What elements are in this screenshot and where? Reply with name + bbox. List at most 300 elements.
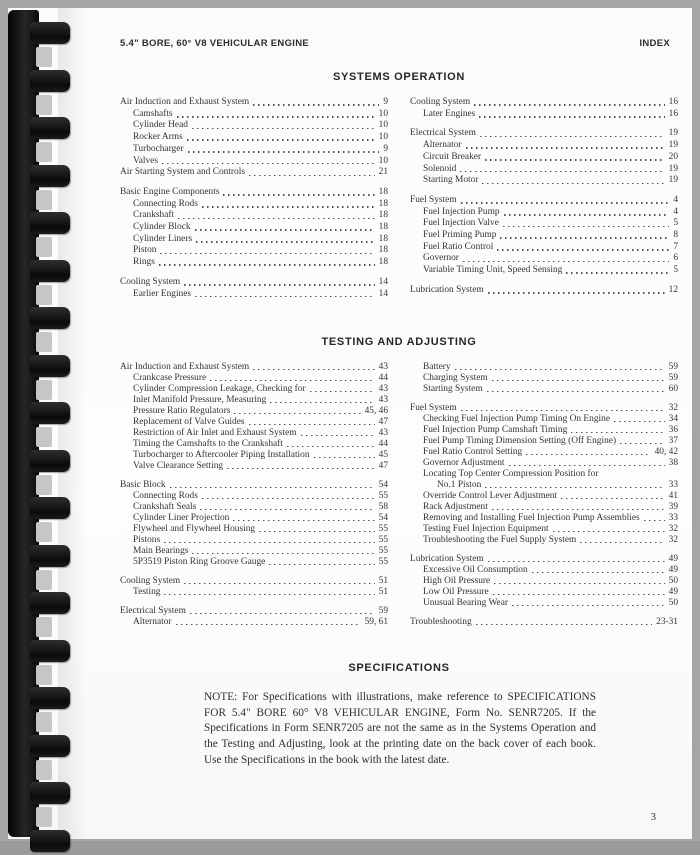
dot-leader <box>614 421 665 423</box>
toc-entry-label: Checking Fuel Injection Pump Timing On Engine <box>423 414 610 425</box>
dot-leader <box>310 391 375 393</box>
toc-entry <box>410 576 678 587</box>
toc-entry-page: 19 <box>668 175 678 186</box>
toc-entry <box>120 461 388 472</box>
toc-entry <box>120 546 388 557</box>
dot-leader <box>461 410 665 412</box>
toc-entry-label: Earlier Engines <box>133 288 192 299</box>
toc-entry <box>120 167 388 179</box>
toc-column-right <box>410 97 678 308</box>
dot-leader <box>190 613 375 615</box>
toc-block <box>410 617 678 628</box>
toc-block <box>120 606 388 628</box>
toc-entry <box>120 97 388 109</box>
toc-block <box>410 403 678 546</box>
toc-entry-label: Valve Clearance Setting <box>133 461 224 472</box>
document-page <box>8 8 692 839</box>
binding-tooth <box>30 260 70 282</box>
toc-entry-page: 10 <box>378 108 388 119</box>
toc-entry-page: 9 <box>383 143 388 154</box>
toc-entry <box>410 164 678 176</box>
toc-entry <box>410 373 678 384</box>
toc-entry-page: 44 <box>378 373 388 384</box>
toc-entry <box>120 491 388 502</box>
dot-leader <box>192 128 375 130</box>
toc-entry-page: 47 <box>378 417 388 428</box>
toc-entry <box>120 132 388 144</box>
toc-entry-page: 54 <box>378 513 388 524</box>
toc-entry-page: 19 <box>668 140 678 151</box>
dot-leader <box>200 509 374 511</box>
toc-entry <box>410 513 678 524</box>
toc-entry-label: Restriction of Air Inlet and Exhaust System <box>133 428 297 439</box>
document-title: 5.4" BORE, 60° V8 VEHICULAR ENGINE <box>120 38 310 49</box>
toc-entry-label: Cylinder Liners <box>133 233 193 244</box>
toc-entry <box>120 524 388 535</box>
toc-entry <box>410 128 678 140</box>
toc-entry-page: 55 <box>378 524 388 535</box>
dot-leader <box>479 116 664 118</box>
binding-hole <box>36 237 52 257</box>
toc-entry-page: 4 <box>673 194 678 205</box>
dot-leader <box>162 163 375 165</box>
toc-entry-label: Fuel Ratio Control Setting <box>423 447 523 458</box>
toc-entry-page: 39 <box>668 502 678 513</box>
toc-entry-page: 8 <box>673 230 678 241</box>
specifications-note: NOTE: For Specifications with illustrations, make reference to SPECIFICATIONS FOR 5.4" BORE 60° V8 VEHICULAR ENGINE, Form No. SENR7205. If the Specifications in Form SENR7205 are not the same as in the Systems Operation and the Testing and Adjusting, look at the printing date on the back cover of each book. Use the Specifications in the book with the latest date. <box>204 691 596 766</box>
binding-tooth <box>30 307 70 329</box>
toc-entry-label: Cylinder Block <box>133 222 191 233</box>
binding-tooth <box>30 545 70 567</box>
dot-leader <box>503 226 669 228</box>
dot-leader <box>571 432 664 434</box>
toc-entry-label: Charging System <box>423 373 488 384</box>
toc-entry <box>410 218 678 230</box>
dot-leader <box>455 369 665 371</box>
toc-entry <box>410 414 678 425</box>
toc-entry-page: 38 <box>668 458 678 469</box>
toc-entry-label: Pistons <box>133 535 161 546</box>
dot-leader <box>620 443 665 445</box>
binding-hole <box>36 285 52 305</box>
toc-entry <box>120 406 388 417</box>
toc-entry <box>120 187 388 199</box>
dot-leader <box>301 435 375 437</box>
toc-entry-page: 43 <box>378 428 388 439</box>
toc-entry-page: 16 <box>668 97 678 107</box>
dot-leader <box>485 159 665 161</box>
toc-entry-label: Replacement of Valve Guides <box>133 417 245 428</box>
toc-entry-label: Fuel Injection Valve <box>423 218 499 229</box>
toc-entry <box>120 502 388 513</box>
toc-entry <box>120 480 388 491</box>
dot-leader <box>234 413 360 415</box>
dot-leader <box>476 624 652 626</box>
toc-entry-page: 4 <box>673 206 678 217</box>
dot-leader <box>269 564 374 566</box>
toc-entry <box>120 557 388 568</box>
dot-leader <box>482 183 664 185</box>
dot-leader <box>233 520 374 522</box>
dot-leader <box>480 136 665 138</box>
toc-entry-page: 7 <box>673 241 678 252</box>
toc-entry-label: Fuel Ratio Control <box>423 241 494 252</box>
binding-hole <box>36 522 52 542</box>
toc-entry-label: 5P3519 Piston Ring Groove Gauge <box>133 557 266 568</box>
binding-tooth <box>30 355 70 377</box>
dot-leader <box>485 487 664 489</box>
toc-entry <box>120 144 388 156</box>
dot-leader <box>474 104 664 106</box>
dot-leader <box>210 380 374 382</box>
toc-entry-page: 47 <box>378 461 388 472</box>
toc-entry-page: 16 <box>668 108 678 119</box>
toc-entry-label: Rings <box>133 257 155 268</box>
binding-hole <box>36 332 52 352</box>
toc-entry-label: Pressure Ratio Regulators <box>133 406 231 417</box>
dot-leader <box>176 624 361 626</box>
toc-entry <box>410 140 678 152</box>
toc-entry-label: Low Oil Pressure <box>423 587 489 598</box>
toc-entry <box>410 230 678 242</box>
toc-entry-page: 5 <box>673 265 678 276</box>
toc-entry <box>120 362 388 373</box>
dot-leader <box>170 487 375 489</box>
dot-leader <box>178 218 374 220</box>
toc-block <box>120 362 388 472</box>
toc-block <box>410 285 678 297</box>
dot-leader <box>488 561 665 563</box>
toc-entry <box>410 425 678 436</box>
toc-entry-page: 18 <box>378 233 388 244</box>
toc-block <box>410 195 678 277</box>
toc-entry <box>410 362 678 373</box>
dot-leader <box>504 214 670 216</box>
toc-entry <box>410 195 678 207</box>
toc-entry-label: Testing <box>133 587 161 598</box>
toc-entry <box>120 109 388 121</box>
toc-entry-page: 44 <box>378 439 388 450</box>
page-number: 3 <box>650 812 656 823</box>
dot-leader <box>497 249 669 251</box>
dot-leader <box>192 553 374 555</box>
toc-entry-label: Turbocharger <box>133 143 184 154</box>
dot-leader <box>249 175 375 177</box>
toc-entry-page: 18 <box>378 222 388 233</box>
toc-entry <box>120 606 388 617</box>
toc-entry-label: Excessive Oil Consumption <box>423 565 528 576</box>
toc-entry <box>410 480 678 491</box>
binding-tooth <box>30 497 70 519</box>
binding-hole <box>36 47 52 67</box>
dot-leader <box>187 139 375 141</box>
toc-entry-label: Troubleshooting the Fuel Supply System <box>423 535 577 546</box>
toc-entry-label: Connecting Rods <box>133 198 198 209</box>
dot-leader <box>492 509 665 511</box>
dot-leader <box>460 171 664 173</box>
toc-entry <box>120 428 388 439</box>
toc-entry-label: Later Engines <box>423 108 476 119</box>
binding-hole <box>36 427 52 447</box>
toc-entry-label: Cooling System <box>120 576 181 587</box>
toc-block <box>410 97 678 120</box>
dot-leader <box>526 454 650 456</box>
toc-entry-page: 6 <box>673 253 678 264</box>
toc-entry-page: 10 <box>378 120 388 131</box>
toc-entry-page: 43 <box>378 395 388 406</box>
toc-entry-page: 50 <box>668 598 678 609</box>
dot-leader <box>500 237 669 239</box>
dot-leader <box>202 206 375 208</box>
toc-entry <box>410 175 678 187</box>
systems-operation-toc <box>120 97 678 308</box>
toc-entry-page: 59 <box>378 606 388 617</box>
binding-tooth <box>30 830 70 852</box>
dot-leader <box>314 457 375 459</box>
toc-entry <box>120 234 388 246</box>
toc-column-left <box>120 97 388 308</box>
toc-entry <box>120 120 388 132</box>
toc-column-right <box>410 362 678 636</box>
dot-leader <box>561 498 665 500</box>
toc-entry-page: 20 <box>668 151 678 162</box>
toc-block <box>120 480 388 568</box>
binding-hole <box>36 665 52 685</box>
toc-entry <box>120 587 388 598</box>
toc-entry-page: 12 <box>668 284 678 295</box>
section-title-systems-operation: SYSTEMS OPERATION <box>332 71 466 83</box>
dot-leader <box>196 241 375 243</box>
testing-and-adjusting-toc <box>120 362 678 636</box>
toc-entry <box>410 97 678 109</box>
toc-entry-page: 14 <box>378 288 388 299</box>
binding-tooth <box>30 640 70 662</box>
toc-entry-page: 51 <box>378 576 388 587</box>
dot-leader <box>195 296 375 298</box>
toc-entry-page: 45, 46 <box>364 406 388 417</box>
binding-tooth <box>30 402 70 424</box>
toc-entry-label: Lubrication System <box>410 284 484 295</box>
toc-entry-label: Governor Adjustment <box>423 458 505 469</box>
binding-tooth <box>30 782 70 804</box>
binding-tooth <box>30 70 70 92</box>
toc-entry-page: 37 <box>668 436 678 447</box>
toc-entry-page: 19 <box>668 163 678 174</box>
toc-entry-page: 55 <box>378 491 388 502</box>
toc-entry-label: Air Induction and Exhaust System <box>120 97 250 107</box>
toc-entry-page: 54 <box>378 480 388 491</box>
binding-tooth <box>30 22 70 44</box>
toc-entry <box>410 598 678 609</box>
toc-entry <box>410 447 678 458</box>
toc-entry-page: 43 <box>378 362 388 373</box>
toc-entry-page: 32 <box>668 403 678 414</box>
toc-entry-page: 59 <box>668 373 678 384</box>
toc-entry-page: 59, 61 <box>364 617 388 628</box>
toc-entry-label: Unusual Bearing Wear <box>423 598 508 609</box>
toc-entry <box>120 417 388 428</box>
toc-entry <box>120 245 388 257</box>
toc-entry-label: Air Starting System and Controls <box>120 167 245 178</box>
binding-hole <box>36 190 52 210</box>
binding-hole <box>36 570 52 590</box>
toc-entry-label: Cylinder Liner Projection <box>133 513 230 524</box>
toc-entry-page: 32 <box>668 524 678 535</box>
toc-entry-label: No.1 Piston <box>437 480 482 491</box>
toc-entry <box>120 450 388 461</box>
dot-leader <box>253 104 379 106</box>
toc-block <box>120 576 388 598</box>
toc-block <box>120 187 388 269</box>
binding-tooth <box>30 735 70 757</box>
toc-entry <box>120 617 388 628</box>
toc-entry <box>120 210 388 222</box>
toc-entry <box>120 395 388 406</box>
toc-entry-label: Alternator <box>423 140 462 151</box>
toc-entry-label: Starting System <box>423 384 483 395</box>
toc-entry-page: 18 <box>378 198 388 209</box>
toc-entry-label: Variable Timing Unit, Speed Sensing <box>423 265 563 276</box>
dot-leader <box>164 542 375 544</box>
toc-entry-label: Fuel Pump Timing Dimension Setting (Off Engine) <box>423 436 617 447</box>
dot-leader <box>177 116 375 118</box>
toc-entry <box>120 384 388 395</box>
dot-leader <box>494 583 664 585</box>
toc-entry <box>120 199 388 211</box>
dot-leader <box>580 542 664 544</box>
toc-entry-page: 41 <box>668 491 678 502</box>
toc-entry-label: Fuel Injection Pump Camshaft Timing <box>423 425 568 436</box>
toc-entry-label: Rack Adjustment <box>423 502 488 513</box>
binding-tooth <box>30 117 70 139</box>
binding-hole <box>36 807 52 827</box>
binding-hole <box>36 380 52 400</box>
dot-leader <box>202 498 375 500</box>
toc-entry <box>120 156 388 168</box>
toc-entry-label: Circuit Breaker <box>423 151 482 162</box>
toc-entry <box>410 491 678 502</box>
toc-entry <box>410 524 678 535</box>
binding-tooth <box>30 592 70 614</box>
dot-leader <box>184 284 374 286</box>
binding-tooth <box>30 687 70 709</box>
toc-entry-page: 14 <box>378 276 388 287</box>
toc-entry-label: High Oil Pressure <box>423 576 491 587</box>
toc-entry <box>410 617 678 628</box>
toc-entry <box>120 277 388 289</box>
toc-block <box>120 277 388 300</box>
dot-leader <box>493 594 665 596</box>
toc-entry-page: 55 <box>378 546 388 557</box>
toc-entry-label: Basic Block <box>120 480 166 491</box>
toc-entry-page: 40, 42 <box>654 447 678 458</box>
toc-entry-label: Testing Fuel Injection Equipment <box>423 524 549 535</box>
toc-entry <box>410 109 678 121</box>
toc-entry-page: 10 <box>378 155 388 166</box>
toc-entry-label: Locating Top Center Compression Position for <box>423 469 599 480</box>
toc-entry <box>410 285 678 297</box>
toc-entry-label: Air Induction and Exhaust System <box>120 362 250 373</box>
toc-entry <box>120 257 388 269</box>
dot-leader <box>461 202 670 204</box>
binding-hole <box>36 712 52 732</box>
dot-leader <box>184 583 374 585</box>
binding-hole <box>36 95 52 115</box>
dot-leader <box>492 380 665 382</box>
toc-entry-page: 18 <box>378 245 388 256</box>
toc-entry <box>410 403 678 414</box>
toc-entry-label: Solenoid <box>423 163 457 174</box>
toc-entry <box>120 222 388 234</box>
toc-entry <box>410 554 678 565</box>
toc-entry <box>410 384 678 395</box>
toc-entry-page: 50 <box>668 576 678 587</box>
toc-entry-page: 33 <box>668 513 678 524</box>
toc-entry-page: 51 <box>378 587 388 598</box>
toc-entry-page: 21 <box>378 167 388 178</box>
toc-entry <box>120 576 388 587</box>
toc-entry-label: Removing and Installing Fuel Injection Pump Assemblies <box>423 513 640 524</box>
toc-entry-label: Fuel System <box>410 194 457 205</box>
toc-entry <box>410 436 678 447</box>
toc-entry <box>120 513 388 524</box>
toc-entry-page: 36 <box>668 425 678 436</box>
toc-entry-label: Cooling System <box>410 97 471 107</box>
toc-entry-label: Fuel Priming Pump <box>423 230 497 241</box>
dot-leader <box>566 272 669 274</box>
toc-entry-page: 49 <box>668 587 678 598</box>
dot-leader <box>159 264 375 266</box>
toc-entry-page: 59 <box>668 362 678 373</box>
dot-leader <box>532 572 665 574</box>
toc-entry <box>120 289 388 301</box>
toc-entry <box>120 373 388 384</box>
toc-entry-page: 60 <box>668 384 678 395</box>
binding-hole <box>36 617 52 637</box>
toc-entry-label: Electrical System <box>410 128 476 139</box>
photo-bottom-shade <box>0 841 700 855</box>
toc-block <box>410 554 678 609</box>
dot-leader <box>253 369 374 371</box>
toc-entry-page: 34 <box>668 414 678 425</box>
toc-entry-label: Connecting Rods <box>133 491 198 502</box>
toc-entry-label: Electrical System <box>120 606 186 617</box>
toc-entry <box>120 535 388 546</box>
dot-leader <box>164 594 374 596</box>
toc-entry-label: Cylinder Head <box>133 120 188 131</box>
dot-leader <box>553 531 665 533</box>
toc-entry-label: Crankshaft Seals <box>133 502 197 513</box>
toc-entry-label: Valves <box>133 155 158 166</box>
toc-entry-label: Alternator <box>133 617 172 628</box>
toc-block <box>410 128 678 187</box>
toc-entry-page: 49 <box>668 565 678 576</box>
dot-leader <box>488 292 665 294</box>
toc-entry-label: Governor <box>423 253 459 264</box>
toc-entry <box>410 265 678 277</box>
toc-entry-label: Override Control Lever Adjustment <box>423 491 558 502</box>
toc-entry <box>410 587 678 598</box>
toc-entry-page: 55 <box>378 557 388 568</box>
toc-entry-label: Camshafts <box>133 108 173 119</box>
toc-entry-label: Rocker Arms <box>133 132 183 143</box>
toc-entry-label: Crankcase Pressure <box>133 373 207 384</box>
toc-entry-page: 58 <box>378 502 388 513</box>
toc-entry <box>410 535 678 546</box>
binding-tooth <box>30 212 70 234</box>
toc-entry-label: Cooling System <box>120 276 181 287</box>
toc-entry <box>410 253 678 265</box>
